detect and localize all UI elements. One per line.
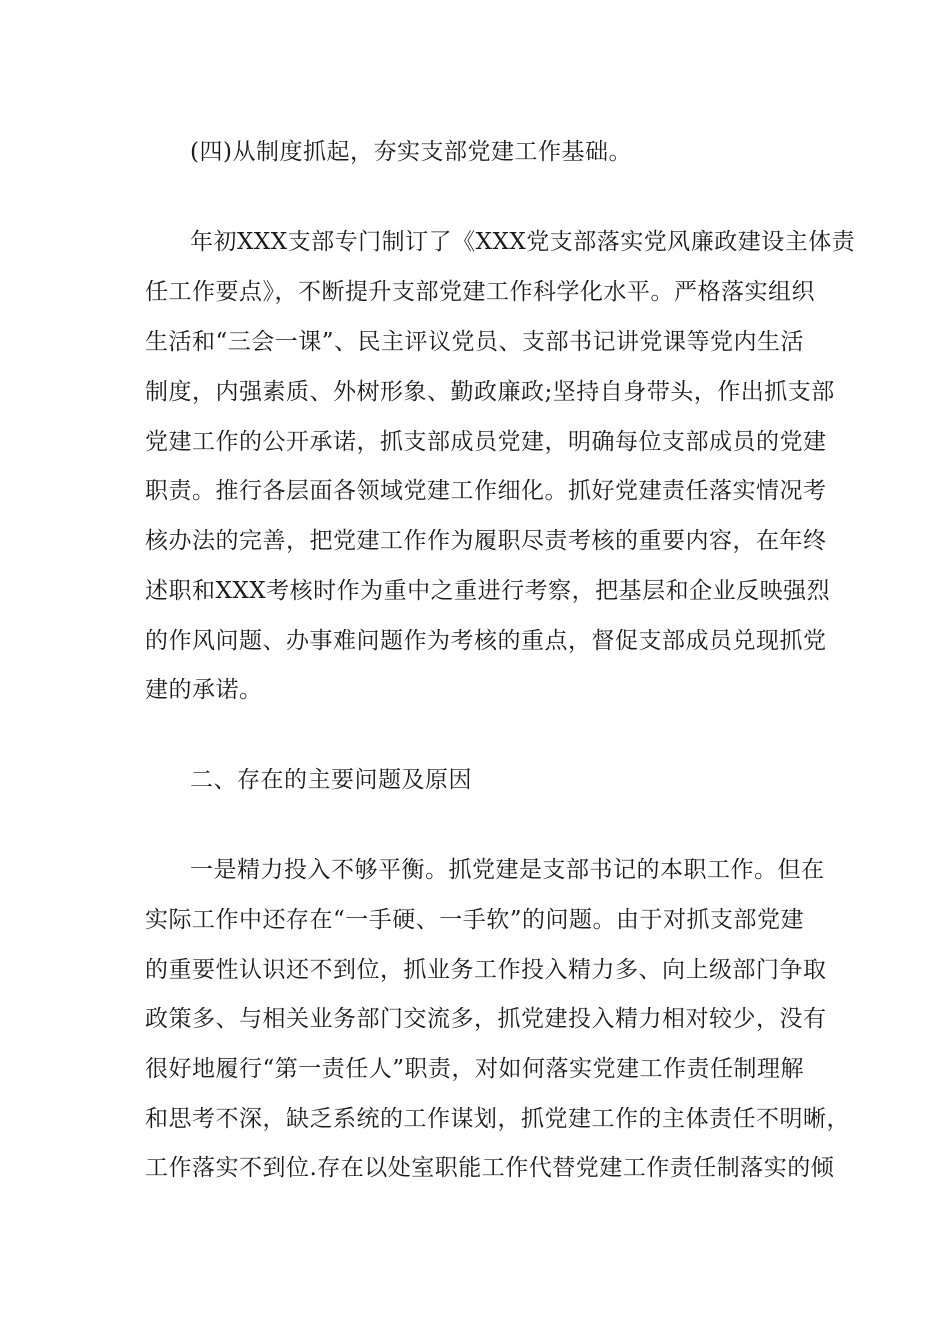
paragraph-1-line: 制度，内强素质、外树形象、勤政廉政;坚持自身带头，作出抓支部 [145, 379, 835, 405]
paragraph-2-line: 工作落实不到位.存在以处室职能工作代替党建工作责任制落实的倾 [145, 1155, 835, 1181]
section-two-heading: 二、存在的主要问题及原因 [190, 767, 472, 793]
paragraph-2-line: 实际工作中还存在“一手硬、一手软”的问题。由于对抓支部党建 [145, 907, 805, 933]
paragraph-1-line: 核办法的完善，把党建工作作为履职尽责考核的重要内容，在年终 [145, 528, 827, 554]
paragraph-1-line: 职责。推行各层面各领域党建工作细化。抓好党建责任落实情况考 [145, 478, 827, 504]
paragraph-1-line: 年初XXX支部专门制订了《XXX党支部落实党风廉政建设主体责 [190, 229, 856, 255]
paragraph-1-line: 任工作要点》，不断提升支部党建工作科学化水平。严格落实组织 [145, 279, 815, 305]
paragraph-1-line: 建的承诺。 [145, 677, 263, 703]
paragraph-2-line: 的重要性认识还不到位，抓业务工作投入精力多、向上级部门争取 [145, 957, 827, 983]
paragraph-1-line: 党建工作的公开承诺，抓支部成员党建，明确每位支部成员的党建 [145, 429, 827, 455]
paragraph-2-line: 一是精力投入不够平衡。抓党建是支部书记的本职工作。但在 [190, 857, 825, 883]
section-four-heading: (四)从制度抓起，夯实支部党建工作基础。 [190, 139, 632, 165]
paragraph-1-line: 的作风问题、办事难问题作为考核的重点，督促支部成员兑现抓党 [145, 628, 827, 654]
paragraph-2-line: 政策多、与相关业务部门交流多，抓党建投入精力相对较少，没有 [145, 1006, 827, 1032]
paragraph-1-line: 述职和XXX考核时作为重中之重进行考察，把基层和企业反映强烈 [145, 578, 831, 604]
paragraph-1-line: 生活和“三会一课”、民主评议党员、支部书记讲党课等党内生活 [145, 329, 805, 355]
paragraph-2-line: 很好地履行“第一责任人”职责，对如何落实党建工作责任制理解 [145, 1056, 805, 1082]
paragraph-2-line: 和思考不深，缺乏系统的工作谋划，抓党建工作的主体责任不明晰， [145, 1106, 850, 1132]
